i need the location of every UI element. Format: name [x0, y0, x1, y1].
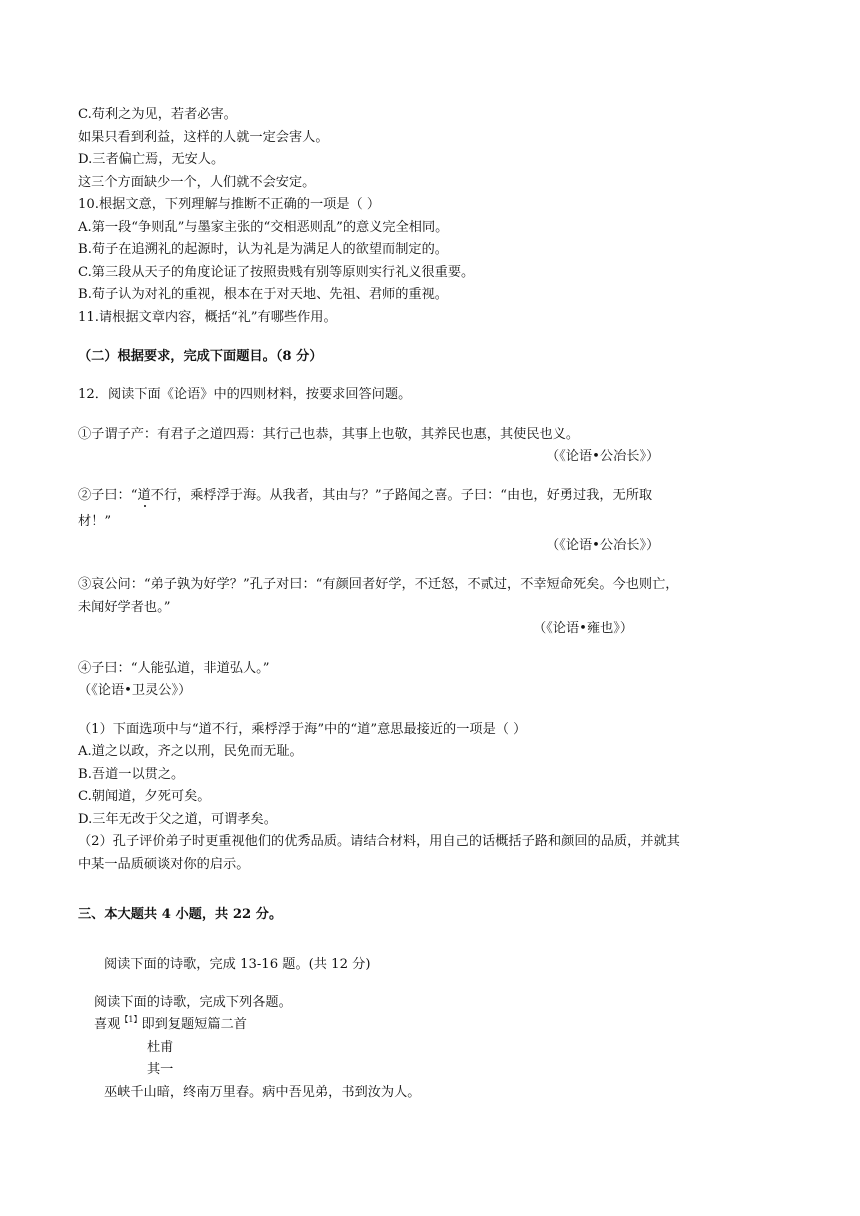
sub-question-1: （1）下面选项中与“道不行，乘桴浮于海”中的“道”意思最接近的一项是（ ） [78, 722, 527, 737]
option-b-second: B.荀子认为对礼的重视，根本在于对天地、先祖、君师的重视。 [78, 287, 448, 302]
option-d: D.三年无改于父之道，可谓孝矣。 [78, 812, 277, 827]
material-2-before: ②子曰：“ [78, 488, 138, 503]
poem-question-heading: 阅读下面的诗歌，完成 13-16 题。(共 12 分) [104, 957, 371, 972]
emphasis-dotted-word: 道 [137, 488, 151, 503]
option-b: B.吾道一以贯之。 [78, 767, 185, 782]
material-2-after: 不行，乘桴浮于海。从我者，其由与？”子路闻之喜。子曰：“由也，好勇过我，无所取 [150, 488, 653, 503]
footnote-mark: 【1】 [120, 1015, 142, 1024]
material-1: ①子谓子产：有君子之道四焉：其行己也恭，其事上也敬，其养民也惠，其使民也义。 [78, 427, 580, 442]
material-3-source: （《论语•雍也》） [533, 621, 634, 636]
sub-question-2-line-1: （2）孔子评价弟子时更重视他们的优秀品质。请结合材料，用自己的话概括子路和颜回的品质，并就其 [78, 834, 680, 849]
text-line: D.三者偏亡焉，无安人。 [78, 152, 225, 167]
sub-question-2-line-2: 中某一品质硕谈对你的启示。 [78, 857, 250, 872]
poem-title-after: 即到复题短篇二首 [141, 1017, 247, 1032]
poem-author: 杜甫 [147, 1040, 174, 1055]
text-line: C.苟利之为见，若者必害。 [78, 107, 237, 122]
material-2-source: （《论语•公冶长》） [546, 538, 660, 553]
poem-line: 巫峡千山暗，终南万里春。病中吾见弟，书到汝为人。 [104, 1085, 421, 1100]
section-heading-two: （二）根据要求，完成下面题目。（8 分） [78, 349, 323, 364]
poem-part: 其一 [147, 1062, 174, 1077]
material-3-line-1: ③哀公问：“弟子孰为好学？”孔子对曰：“有颜回者好学，不迁怒，不贰过，不幸短命死矣。今也则亡， [78, 577, 679, 592]
material-4-source: （《论语•卫灵公》） [78, 683, 192, 698]
question-10: 10.根据文意，下列理解与推断不正确的一项是（ ） [78, 197, 381, 212]
poem-intro: 阅读下面的诗歌，完成下列各题。 [94, 995, 292, 1010]
text-line: 如果只看到利益，这样的人就一定会害人。 [78, 130, 329, 145]
option-c: C.朝闻道，夕死可矣。 [78, 789, 211, 804]
option-c: C.第三段从天子的角度论证了按照贵贱有别等原则实行礼义很重要。 [78, 265, 475, 280]
text-line: 这三个方面缺少一个，人们就不会安定。 [78, 175, 316, 190]
poem-title [94, 1015, 247, 1032]
option-a: A.第一段“争则乱”与墨家主张的“交相恶则乱”的意义完全相同。 [78, 220, 449, 235]
option-a: A.道之以政，齐之以刑，民免而无耻。 [78, 744, 303, 759]
question-12-intro: 12．阅读下面《论语》中的四则材料，按要求回答问题。 [78, 387, 412, 402]
material-2-cont: 材！” [78, 514, 112, 529]
option-b: B.荀子在追溯礼的起源时，认为礼是为满足人的欲望而制定的。 [78, 242, 448, 257]
section-heading-three: 三、本大题共 4 小题，共 22 分。 [78, 907, 283, 922]
material-4: ④子曰：“人能弘道，非道弘人。” [78, 661, 270, 676]
poem-title-before: 喜观 [94, 1017, 121, 1032]
material-3-line-2: 未闻好学者也。” [78, 600, 171, 615]
material-2 [78, 489, 652, 502]
material-1-source: （《论语•公冶长》） [546, 449, 660, 464]
question-11: 11.请根据文章内容，概括“礼”有哪些作用。 [78, 310, 337, 325]
